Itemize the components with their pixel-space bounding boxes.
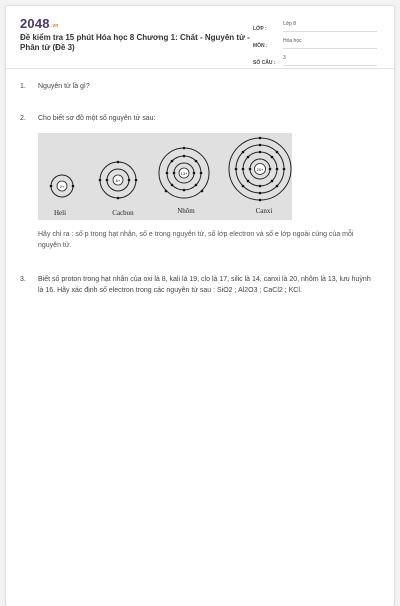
meta-row-class	[253, 15, 377, 32]
document-sheet	[6, 6, 394, 606]
question-number: 1.	[20, 83, 26, 90]
atom-nucleus-label: 2+	[59, 184, 65, 189]
question-3	[20, 274, 375, 296]
question-2	[20, 113, 380, 124]
meta-label: MÔN :	[253, 43, 268, 49]
meta-table	[253, 15, 377, 66]
logo-text: 2048	[20, 16, 50, 31]
question-text: Biết số proton trong hạt nhân của oxi là 8, kali là 19, clo là 17, silic là 14, canxi là 20, nhôm là 13, lưu huỳnh là 16. Hãy xác định số electron trong các nguyên tử sau : SiO2 ; Al2O3 ; CaCl2 ; KCl.	[38, 276, 371, 294]
meta-label: LỚP :	[253, 26, 267, 32]
logo-suffix: .vn	[50, 23, 59, 29]
atom-canxi	[229, 137, 291, 215]
atom-diagram	[38, 133, 292, 220]
site-logo[interactable]	[20, 16, 59, 31]
meta-value: Hóa học	[283, 38, 377, 49]
atom-nhom	[159, 147, 209, 215]
question-1	[20, 81, 380, 92]
question-text: Nguyên tử là gì?	[38, 83, 90, 90]
atom-nucleus-label: 6+	[115, 178, 121, 183]
meta-row-count	[253, 49, 377, 66]
meta-value: Lớp 8	[283, 21, 377, 32]
document-title: Đề kiểm tra 15 phút Hóa học 8 Chương 1: Chất - Nguyên tử - Phân tử (Đề 3)	[20, 33, 250, 52]
question-number: 3.	[20, 276, 26, 283]
atom-nucleus-label: 20+	[256, 167, 264, 172]
meta-row-subject	[253, 32, 377, 49]
atom-name: Heli	[53, 209, 67, 217]
atom-name: Cacbon	[112, 209, 134, 217]
question-2-note: Hãy chỉ ra : số p trong hạt nhân, số e trong nguyên tử, số lớp electron và số e lớp ngoài cùng của mỗi nguyên tử.	[38, 231, 354, 249]
atom-name: Canxi	[255, 207, 273, 215]
question-text: Cho biết sơ đồ một số nguyên tử sau:	[38, 115, 156, 122]
atom-name: Nhôm	[177, 207, 195, 215]
atom-heli	[50, 175, 75, 217]
meta-value: 3	[283, 55, 377, 66]
meta-label: SỐ CÂU :	[253, 60, 276, 66]
atom-cacbon	[99, 161, 138, 217]
header-divider	[6, 68, 394, 69]
question-number: 2.	[20, 115, 26, 122]
atom-diagram-svg	[38, 133, 292, 220]
atom-nucleus-label: 13+	[180, 171, 188, 176]
